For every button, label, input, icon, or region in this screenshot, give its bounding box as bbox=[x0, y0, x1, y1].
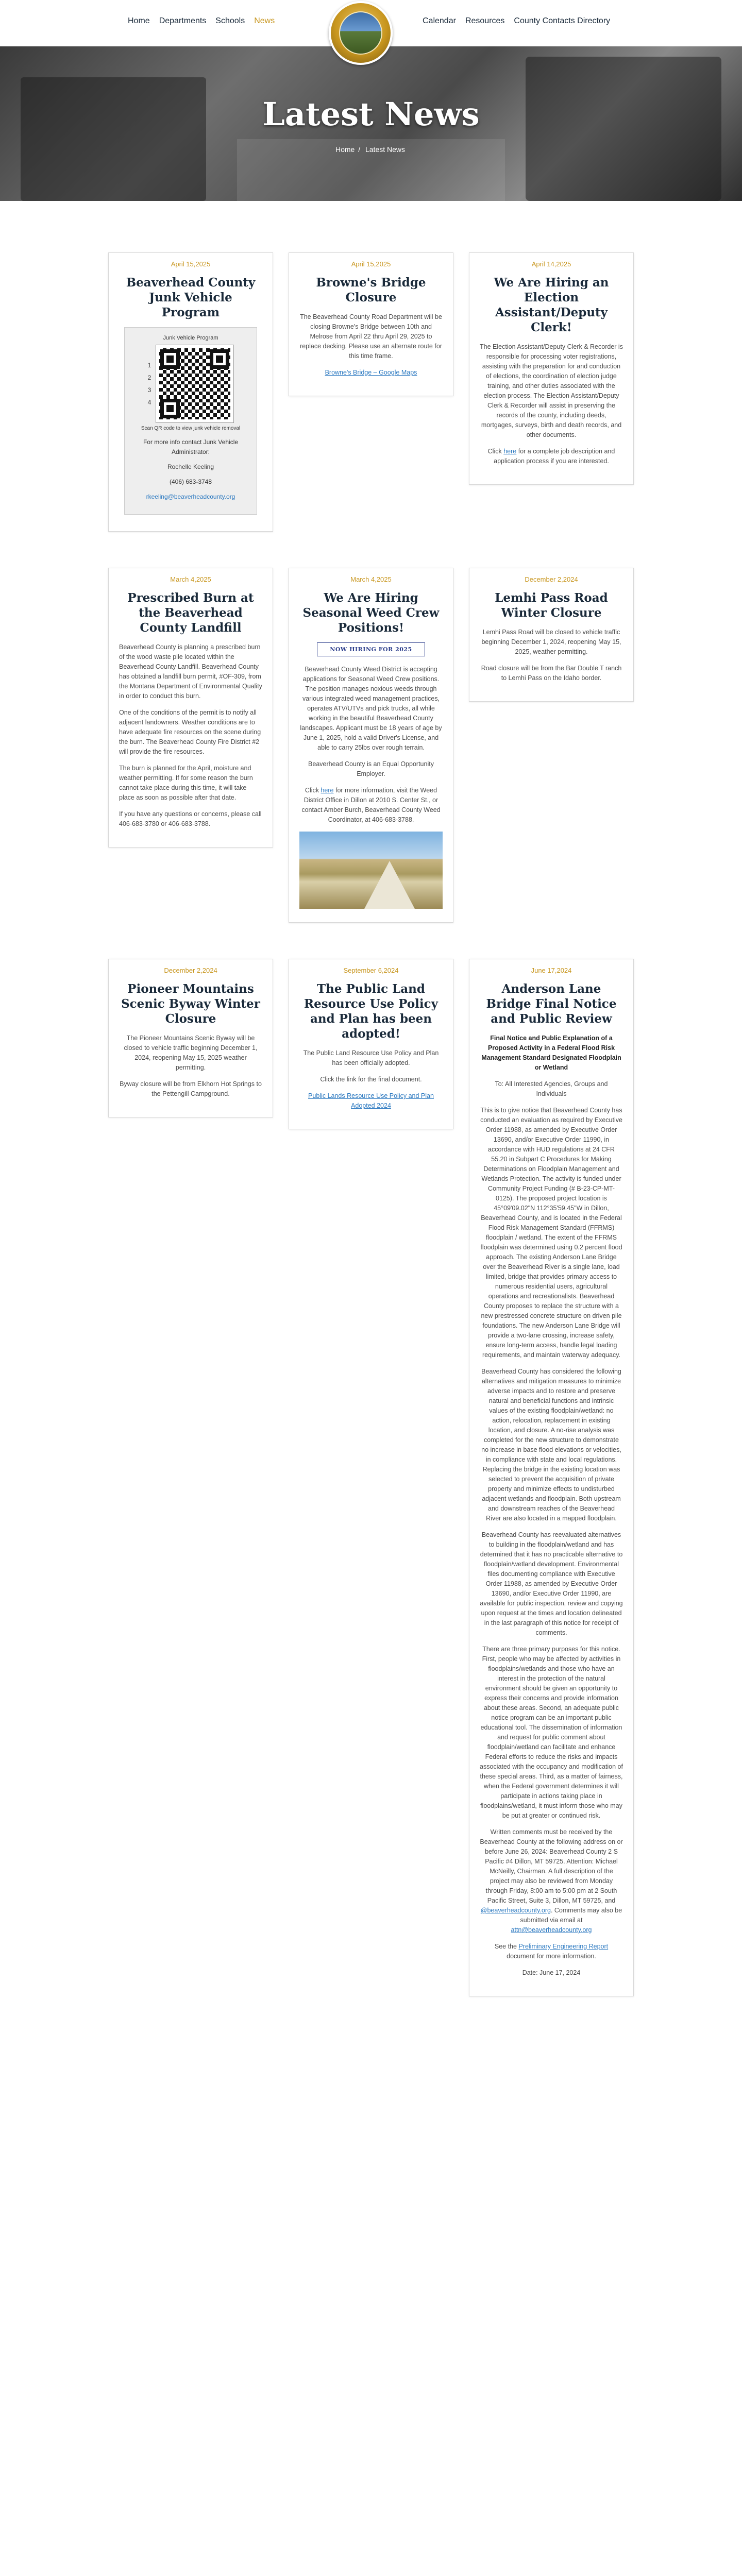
comments-email-link[interactable]: attn@beaverheadcounty.org bbox=[511, 1926, 592, 1934]
policy-document-link[interactable]: Public Lands Resource Use Policy and Plan Adopted 2024 bbox=[308, 1092, 434, 1109]
click-prefix: Click bbox=[305, 787, 321, 794]
news-title[interactable]: We Are Hiring Seasonal Weed Crew Positions! bbox=[302, 591, 440, 635]
news-card-prescribed-burn bbox=[108, 568, 273, 848]
news-title[interactable]: The Public Land Resource Use Policy and Plan has been adopted! bbox=[303, 982, 439, 1041]
news-title[interactable]: Beaverhead County Junk Vehicle Program bbox=[126, 276, 256, 319]
news-title[interactable]: Browne's Bridge Closure bbox=[316, 276, 426, 304]
nav-schools[interactable]: Schools bbox=[215, 16, 245, 25]
news-paragraph: Lemhi Pass Road will be closed to vehicle traffic beginning December 1, 2024, reopening May 15, 2025, weather permitting. bbox=[481, 629, 621, 655]
click-suffix: for a complete job description and application process if you are interested. bbox=[494, 448, 615, 465]
click-suffix: for more information, visit the Weed District Office in Dillon at 2010 S. Center St., or contact Amber Burch, Beaverhead County Weed Coordinator, at 406-683-3788. bbox=[301, 787, 441, 823]
news-card-lemhi-pass bbox=[469, 568, 634, 702]
news-paragraph: Beaverhead County has considered the following alternatives and mitigation measures to minimize adverse impacts and to restore and preserve natural and beneficial functions and intrinsic values of the existing floodplain/wetland: no action, relocation, replacement in existing location, and closure. A no-rise analysis was completed for the new structure to demonstrate no increase in base flood elevations or velocities, in compliance with state and local regulations. Replacing the bridge in the existing location was selected to prevent the acquisition of private property and minimize effects to undisturbed adjacent wetlands and floodplain. Both upstream and downstream reaches of the Beaverhead River are also located in a mapped floodplain. bbox=[481, 1368, 621, 1522]
news-card-weed-crew bbox=[289, 568, 453, 923]
news-paragraph: Byway closure will be from Elkhorn Hot Springs to the Pettengill Campground. bbox=[120, 1080, 262, 1097]
notice-lead: Final Notice and Public Explanation of a Proposed Activity in a Federal Flood Risk Management Standard Designated Floodplain or Wetland bbox=[481, 1035, 621, 1071]
news-date: September 6,2024 bbox=[343, 967, 399, 974]
email-link[interactable]: @beaverheadcounty.org bbox=[480, 1907, 551, 1914]
news-paragraph: Beaverhead County has reevaluated alternatives to building in the floodplain/wetland and has determined that it has no practicable alternative to floodplain/wetland development. Environmental files documenting compliance with Executive Order 11988, as amended by Executive Order 13690, and/or Executive Order 11990, are available for public inspection, review and copying upon request at the times and location delineated in the last paragraph of this notice for receipt of comments. bbox=[480, 1531, 623, 1636]
news-paragraph: One of the conditions of the permit is to notify all adjacent landowners. Weather conditions are to have adequate fire resources on the scene during the burn. The Beaverhead County Fire District #2 will provide the fire resources. bbox=[119, 709, 261, 755]
nav-calendar[interactable]: Calendar bbox=[423, 16, 456, 25]
news-grid bbox=[108, 252, 634, 1996]
comments-paragraph: Written comments must be received by the Beaverhead County at the following address on or before June 26, 2024: Beaverhead County 2 S Pacific #4 Dillon, MT 59725. Attention: Michael McNeilly, Chairman. A full description of the project may also be reviewed from Monday through Friday, 8:00 am to 5:00 pm at 2 South Pacific Street, Suite 3, Dillon, MT 59725, and bbox=[480, 1828, 623, 1904]
news-paragraph: If you have any questions or concerns, please call 406-683-3780 or 406-683-3788. bbox=[119, 810, 262, 827]
notice-recipients: To: All Interested Agencies, Groups and Individuals bbox=[495, 1080, 608, 1097]
news-paragraph: Click the link for the final document. bbox=[320, 1076, 422, 1083]
report-line bbox=[480, 1942, 623, 1961]
nav-news[interactable]: News bbox=[254, 16, 275, 25]
nav-right bbox=[423, 16, 610, 26]
news-date: April 15,2025 bbox=[171, 260, 211, 268]
breadcrumb bbox=[0, 145, 742, 154]
breadcrumb-home[interactable]: Home bbox=[335, 145, 355, 154]
engineering-report-link[interactable]: Preliminary Engineering Report bbox=[518, 1943, 609, 1950]
news-date: April 14,2025 bbox=[531, 260, 571, 268]
qr-section bbox=[130, 345, 251, 422]
nav-departments[interactable]: Departments bbox=[159, 16, 207, 25]
news-card-anderson-lane-bridge bbox=[469, 959, 634, 1996]
news-card-junk-vehicle bbox=[108, 252, 273, 532]
see-suffix: document for more information. bbox=[507, 1953, 596, 1960]
job-description-link[interactable]: here bbox=[503, 448, 517, 455]
nav-left bbox=[128, 16, 275, 26]
news-title[interactable]: Pioneer Mountains Scenic Byway Winter Closure bbox=[121, 982, 260, 1026]
flyer-steps bbox=[148, 362, 151, 406]
flyer-step: 3 bbox=[147, 386, 151, 394]
news-title[interactable]: Anderson Lane Bridge Final Notice and Public Review bbox=[486, 982, 617, 1026]
news-title[interactable]: Prescribed Burn at the Beaverhead County Landfill bbox=[127, 591, 254, 635]
google-maps-link[interactable]: Browne's Bridge – Google Maps bbox=[325, 369, 417, 376]
flyer-contact-phone: (406) 683-3748 bbox=[169, 478, 212, 485]
news-paragraph: Road closure will be from the Bar Double T ranch to Lemhi Pass on the Idaho border. bbox=[481, 665, 622, 682]
notice-date: Date: June 17, 2024 bbox=[522, 1969, 581, 1976]
nav-county-contacts[interactable]: County Contacts Directory bbox=[514, 16, 611, 25]
flyer-step: 2 bbox=[147, 374, 151, 381]
top-navigation bbox=[0, 0, 742, 46]
news-date: March 4,2025 bbox=[350, 575, 392, 583]
news-paragraph: Beaverhead County Weed District is accepting applications for Seasonal Weed Crew positions. The position manages noxious weeds through various integrated weed management practices, operates ATV/UTVs and pick trucks, all while working in the beautiful Beaverhead County landscapes. Applicant must be 18 years of age by June 1, 2025, hold a valid Driver's License, and able to carry 25lbs over rough terrain. bbox=[300, 666, 442, 751]
now-hiring-badge: NOW HIRING FOR 2025 bbox=[317, 642, 425, 656]
flyer-contact-name: Rochelle Keeling bbox=[167, 463, 214, 470]
see-prefix: See the bbox=[494, 1943, 519, 1950]
flyer-heading: Junk Vehicle Program bbox=[163, 335, 218, 341]
news-card-election-assistant bbox=[469, 252, 634, 485]
breadcrumb-current: Latest News bbox=[365, 145, 406, 154]
news-date: December 2,2024 bbox=[164, 967, 217, 974]
news-paragraph: This is to give notice that Beaverhead County has conducted an evaluation as required by Executive Order 11988, as amended by Executive Order 13690, and/or Executive Order 11990, in accordance with HUD regulations at 24 CFR 55.20 in Subpart C Procedures for Making Determinations on Floodplain Management and Wetlands Protection. The activity is funded under Community Project Funding (# B-23-CP-MT-0125). The proposed project location is 45°09'09.02"N 112°35'59.45"W in Dillon, Beaverhead County, and is located in the Federal Flood Risk Management Standard (FFRMS) floodplain / wetland. The extent of the FFRMS floodplain was determined using 0.2 percent flood approach. The existing Anderson Lane Bridge over the Beaverhead River is a single lane, load limited, bridge that provides primary access to numerous residential users, agricultural operations and recreationalists. Beaverhead County proposes to replace the structure with a new prestressed concrete structure on driven pile foundations. The new Anderson Lane Bridge will provide a two-lane crossing, increase safety, ensure long-term access, handle legal loading requirements, and maintain waterway adequacy. bbox=[480, 1107, 622, 1359]
dirt-road-photo bbox=[299, 832, 443, 909]
flyer-contact: For more info contact Junk Vehicle Administrator: bbox=[143, 438, 239, 455]
nav-resources[interactable]: Resources bbox=[465, 16, 505, 25]
weed-info-link[interactable]: here bbox=[321, 787, 334, 794]
news-paragraph: The burn is planned for the April, moisture and weather permitting. If for some reason the burn cannot take place during this time, it will take place as soon as possible after that date. bbox=[119, 765, 253, 801]
more-info-line bbox=[299, 786, 443, 825]
news-card-public-land-policy bbox=[289, 959, 453, 1129]
news-paragraph: There are three primary purposes for this notice. First, people who may be affected by activities in floodplains/wetlands and those who have an interest in the protection of the natural environment should be given an opportunity to express their concerns and provide information about these areas. Second, an adequate public notice program can be an important public educational tool. The dissemination of information and request for public comment about floodplain/wetland can facilitate and enhance Federal efforts to reduce the risks and impacts associated with the occupancy and modification of these special areas. Third, as a matter of fairness, when the Federal government determines it will participate in actions taking place in floodplains/wetland, it must inform those who may be put at greater or continued risk. bbox=[480, 1646, 623, 1819]
email-note: Comments may also be submitted via email at bbox=[520, 1907, 622, 1924]
junk-vehicle-flyer bbox=[124, 327, 257, 515]
news-date: March 4,2025 bbox=[170, 575, 211, 583]
hero-banner bbox=[0, 46, 742, 201]
seal-image-icon bbox=[339, 11, 382, 55]
nav-home[interactable]: Home bbox=[128, 16, 150, 25]
flyer-step: 1 bbox=[147, 362, 151, 369]
news-date: April 15,2025 bbox=[351, 260, 391, 268]
county-seal-logo[interactable] bbox=[329, 1, 393, 65]
news-paragraph: Written comments must be received by the Beaverhead County at the following address on or before June 26, 2024: Beaverhead County 2 S Pacific #4 Dillon, MT 59725. Attention: Michael McNeilly, Chairman. A full description of the project may also be reviewed from Monday through Friday, 8:00 am to 5:00 pm at 2 South Pacific Street, Suite 3, Dillon, MT 59725, and @beaverheadcounty.org. Comments may also be submitted via email at attn@beaverheadcounty.org bbox=[480, 1828, 623, 1934]
news-body: The Election Assistant/Deputy Clerk & Recorder is responsible for processing voter registrations, assisting with the preparation for and conduction of elections, the coordination of election judge training, and other duties associated with the election process. The Election Assistant/Deputy Clerk & Recorder will assist in preserving the records of the county, including deeds, mortgages, surveys, birth and death records, and other documents. bbox=[480, 343, 623, 438]
news-card-pioneer-byway bbox=[108, 959, 273, 1117]
flyer-step: 4 bbox=[147, 399, 151, 406]
news-title[interactable]: Lemhi Pass Road Winter Closure bbox=[495, 591, 608, 620]
news-body: The Beaverhead County Road Department will be closing Browne's Bridge between 10th and Melrose from April 22 thru April 29, 2025 to replace decking. Please use an alternate route for this time frame. bbox=[300, 313, 442, 360]
news-title[interactable]: We Are Hiring an Election Assistant/Deputy Clerk! bbox=[494, 276, 609, 334]
news-paragraph: The Pioneer Mountains Scenic Byway will be closed to vehicle traffic beginning December 1, 2024, reopening May 15, 2025 weather permitting. bbox=[124, 1035, 258, 1071]
news-date: June 17,2024 bbox=[531, 967, 572, 974]
qr-code-icon[interactable] bbox=[156, 345, 233, 422]
page-title: Latest News bbox=[262, 95, 480, 133]
news-paragraph: The Public Land Resource Use Policy and Plan has been officially adopted. bbox=[303, 1049, 439, 1066]
job-description-line bbox=[480, 447, 623, 466]
qr-caption: Scan QR code to view junk vehicle removal bbox=[141, 426, 241, 431]
news-card-brownes-bridge bbox=[289, 252, 453, 396]
breadcrumb-separator: / bbox=[358, 145, 361, 154]
click-prefix: Click bbox=[487, 448, 504, 455]
news-paragraph: Beaverhead County is planning a prescribed burn of the wood waste pile located within the Beaverhead County Landfill. Beaverhead County has obtained a landfill burn permit, #OF-309, from the Montana Department of Environmental Quality in order to conduct this burn. bbox=[119, 643, 262, 700]
flyer-contact-email[interactable]: rkeeling@beaverheadcounty.org bbox=[146, 493, 235, 500]
news-date: December 2,2024 bbox=[525, 575, 578, 583]
news-paragraph: Beaverhead County is an Equal Opportunity Employer. bbox=[308, 760, 434, 777]
